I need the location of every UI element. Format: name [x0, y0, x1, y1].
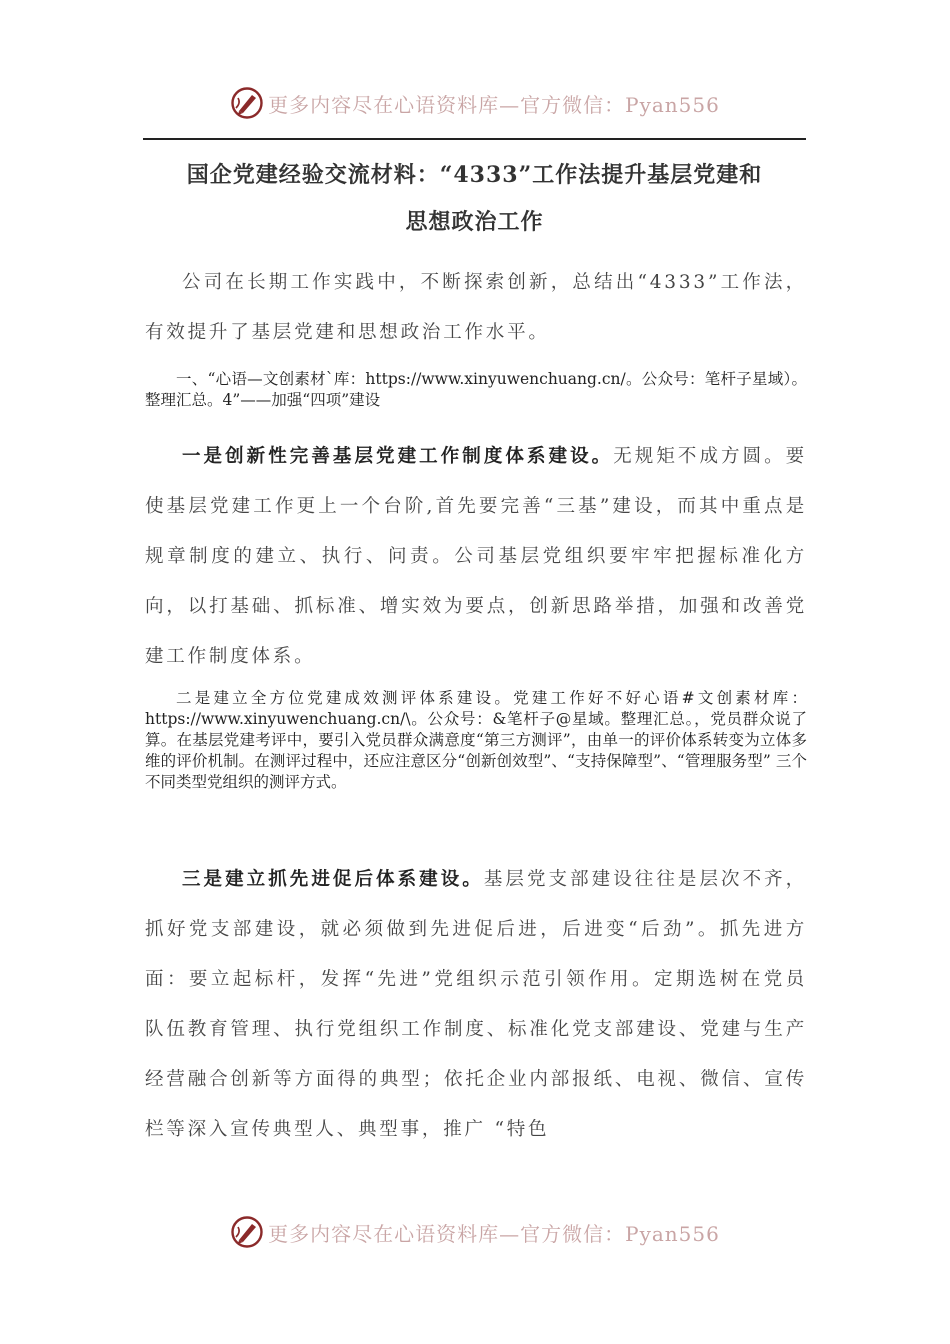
header-banner-text: 更多内容尽在心语资料库—官方微信：Pyan556 — [268, 92, 720, 117]
paragraph-one — [145, 432, 807, 682]
footer-banner — [0, 1212, 950, 1252]
header-banner — [0, 83, 950, 123]
document-title-line2: 思想政治工作 — [405, 209, 544, 235]
paragraph-two: 二是建立全方位党建成效测评体系建设。党建工作好不好心语#文创素材库：https://www.xinyuwenchuang.cn/\。公众号：&笔杆子@星域。整理汇总。，党员群众说了算。在基层党建考评中，要引入党员群众满意度“第三方测评”，由单一的评价体系转变为立体多维的评价机制。在测评过程中，还应注意区分“创新创效型”、“支持保障型”、“管理服务型” 三个不同类型党组织的测评方式。 — [145, 689, 807, 791]
intro-paragraph: 公司在长期工作实践中，不断探索创新，总结出“4333”工作法，有效提升了基层党建和思想政治工作水平。 — [145, 272, 807, 343]
paragraph-three-lead: 三是建立抓先进促后体系建设。 — [182, 869, 484, 890]
paragraph-three-text: 基层党支部建设往往是层次不齐，抓好党支部建设，就必须做到先进促后进，后进变“后劲”。抓先进方面：要立起标杆，发挥“先进”党组织示范引领作用。定期选树在党员队伍教育管理、执行党组织工作制度、标准化党支部建设、党建与生产经营融合创新等方面得的典型；依托企业内部报纸、电视、微信、宣传栏等深入宣传典型人、典型事，推广 “特色 — [145, 869, 807, 1140]
paragraph-one-lead: 一是创新性完善基层党建工作制度体系建设。 — [182, 446, 614, 467]
pen-logo-icon — [230, 1215, 264, 1249]
header-divider — [143, 138, 806, 140]
footer-banner-text: 更多内容尽在心语资料库—官方微信：Pyan556 — [268, 1221, 720, 1246]
paragraph-one-text: 无规矩不成方圆。要使基层党建工作更上一个台阶,首先要完善“三基”建设，而其中重点是规章制度的建立、执行、问责。公司基层党组织要牢牢把握标准化方向，以打基础、抓标准、增实效为要点，创新思路举措，加强和改善党建工作制度体系。 — [145, 446, 807, 667]
document-title-line1: 国企党建经验交流材料：“4333”工作法提升基层党建和 — [186, 162, 763, 188]
section1-heading: 一、“心语—文创素材`库：https://www.xinyuwenchuang.cn/。公众号：笔杆子星域）。整理汇总。4”——加强“四项”建设 — [145, 370, 807, 409]
paragraph-three — [145, 855, 807, 1155]
pen-logo-icon — [230, 86, 264, 120]
